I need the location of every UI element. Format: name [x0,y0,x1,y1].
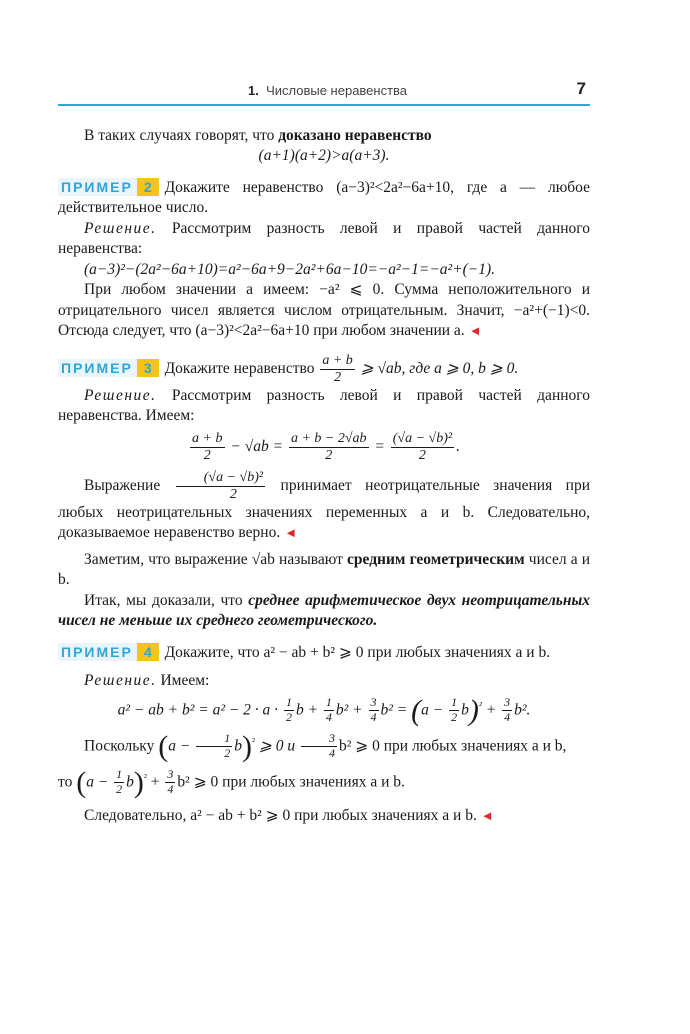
example-badge: ПРИМЕР 4 [58,643,159,661]
example-2-solution: Решение. Рассмотрим разность левой и правой частей данного неравенства: [58,219,590,258]
mean-conclusion: Итак, мы доказали, что среднее арифметическое двух неотрицательных чисел не меньше их среднего геометрического. [58,591,590,630]
example-badge: ПРИМЕР 2 [58,178,159,196]
example-3-solution: Решение. Рассмотрим разность левой и правой частей данного неравенства. Имеем: [58,386,590,425]
example-2-task: ПРИМЕР 2 Докажите неравенство (a−3)²<2a²−6a+10, где a — любое действительное число. [58,178,590,217]
example-4-formula: a² − ab + b² = a² − 2 · a · $\frac{1}{2}$ b + $\frac{1}{4}$ b² + $\frac{3}{4}$ b² = (a − $\frac{1}{2}$ b)$^{^2}$ + $\frac{3}{4}$ b². [117,693,531,727]
end-marker-icon: ◄ [284,525,298,541]
running-header [58,78,590,106]
fraction: $\frac{a + b}{2}$ [322,352,353,385]
example-2-conclusion: При любом значении a имеем: −a² ⩽ 0. Сумма неположительного и отрицательного чисел является числом отрицательным. Значит, −a²+(−1)<0. Отсюда следует, что (a−3)²<2a²−6a+10 при любом значении a. ◄ [58,281,590,340]
example-3-task: ПРИМЕР 3 Докажите неравенство $\frac{a + b}{2}$ ⩾ √ab, где a ⩾ 0, b ⩾ 0. [58,353,590,386]
intro-paragraph: В таких случаях говорят, что доказано неравенство [84,127,432,144]
page [58,78,590,826]
example-4-final: Следовательно, a² − ab + b² ⩾ 0 при любых значениях a и b. ◄ [84,806,494,824]
end-marker-icon: ◄ [480,807,494,823]
geometric-mean-note: Заметим, что выражение √ab называют средним геометрическим чисел a и b. [58,550,590,589]
example-4-solution: Решение. Имеем: [84,672,210,690]
example-3-expression-note: Выражение $\frac{\text{(√a − √b)²}}{2}$ принимает неотрицательные значения при любых неотрицательных значениях переменных a и b. Следовательно, доказываемое неравенство верно. ◄ [58,469,591,542]
example-4-since: Поскольку (a − $\frac{1}{2}$ b)$^{^2}$ ⩾ 0 и $\frac{3}{4}$ b² ⩾ 0 при любых значениях a и b, [84,729,567,763]
example-4-task: ПРИМЕР 4 Докажите, что a² − ab + b² ⩾ 0 при любых значениях a и b. [58,643,590,663]
example-4-then: то (a − $\frac{1}{2}$ b)$^{^2}$ + $\frac{3}{4}$ b² ⩾ 0 при любых значениях a и b. [58,765,405,799]
end-marker-icon: ◄ [468,323,482,339]
intro-formula: (a+1)(a+2)>a(a+3). [258,147,390,165]
page-number: 7 [576,79,586,98]
chapter-heading: 1. Числовые неравенства [248,83,408,98]
example-3-formula: $\frac{a + b}{2}$ − √ab = $\frac{a + b - 2√ab}{2}$ = $\frac{\text{(√a − √b)²}}{2}$ . [192,430,460,463]
example-2-formula: (a−3)²−(2a²−6a+10)=a²−6a+9−2a²+6a−10=−a²−1=−a²+(−1). [84,260,496,278]
example-badge: ПРИМЕР 3 [58,359,159,377]
